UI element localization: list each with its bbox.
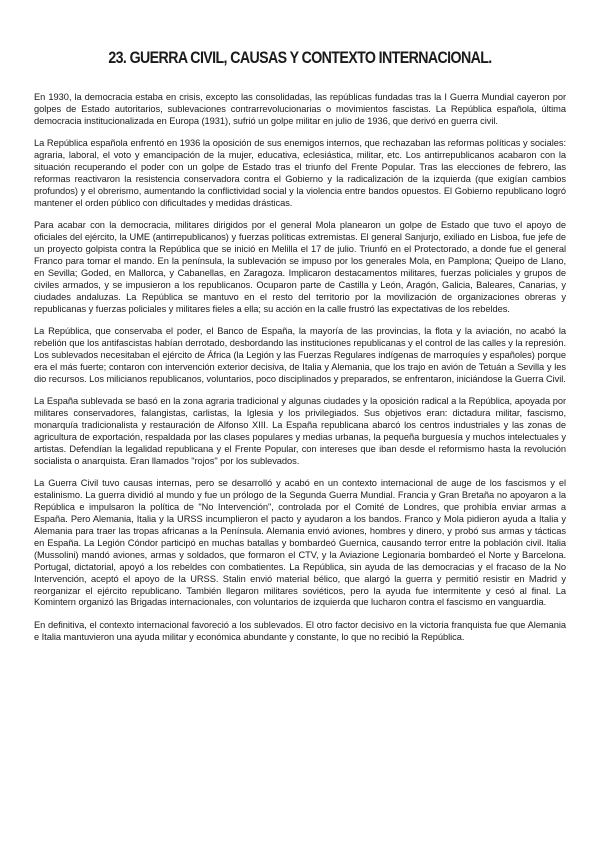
paragraph-international-context: La Guerra Civil tuvo causas internas, pero se desarrolló y acabó en un contexto internacional de auge de los fascismos y el estalinismo. La guerra dividió al mundo y fue un prólogo de la Segunda Guerra Mundial. Francia y Gran Bretaña no apoyaron a la República e impulsaron la política de "No Intervención", controlada por el Comité de Londres, que prohibía enviar armas a España. Pero Alemania, Italia y la URSS incumplieron el pacto y ayudaron a los bandos. Franco y Mola pidieron ayuda a Italia y Alemania para traer las tropas africanas a la Península. Alemania envió aviones, hombres y dinero, y probó sus armas y tácticas en España. La Legión Cóndor participó en muchas batallas y bombardeó Guernica, causando terror entre la población civil. Italia (Mussolini) mandó aviones, armas y soldados, que formaron el CTV, y la Aviazione Legionaria bombardeó el Norte y Barcelona. Portugal, dictatorial, apoyó a los rebeldes con combatientes. La República, sin ayuda de las democracias y el fracaso de la No Intervención, aceptó el apoyo de la URSS. Stalin envió material bélico, que alargó la guerra y permitió resistir en Madrid y reorganizar el ejército republicano. También llegaron militares soviéticos, pero la ayuda fue intermitente y cesó al final. La Komintern organizó las Brigadas internacionales, con voluntarios de izquierda que lucharon contra el fascismo en vanguardia. [34,478,566,608]
paragraph-conclusion: En definitiva, el contexto internacional favoreció a los sublevados. El otro factor decisivo en la victoria franquista fue que Alemania e Italia mantuvieron una ayuda militar y económica abundante y constante, lo que no recibió la República. [34,619,566,642]
paragraph-two-spains: La España sublevada se basó en la zona agraria tradicional y algunas ciudades y la oposición radical a la República, apoyada por militares conservadores, falangistas, carlistas, la Iglesia y los privilegiados. Sus objetivos eran: dictadura militar, fascismo, monarquía tradicionalista y restauración de Alfonso XIII. La España republicana abarcó los centros industriales y las zonas de agricultura de exportación, respaldada por las clases populares y medias urbanas, la pequeña burguesía y muchos intelectuales y artistas. Defendían la legalidad republicana y el Frente Popular, con intereses que iban desde el reformismo hasta la revolución socialista o anarquista. Eran llamados "rojos" por los sublevados. [34,396,566,466]
paragraph-republic-resistance: La República, que conservaba el poder, el Banco de España, la mayoría de las provincias, la flota y la aviación, no acabó la rebelión que los antifascistas habían derrotado, desbordando las instituciones republicanas y el control de las calles y la represión. Los sublevados necesitaban el ejército de África (la Legión y las Fuerzas Regulares indígenas de marroquíes y españoles) porque era el más fuerte; contaron con intervención exterior decisiva, de Italia y Alemania, que los trajo en avión de Tetuán a Sevilla y les dio recursos. Los milicianos republicanos, voluntarios, poco disciplinados y preparados, se enfrentaron, iniciándose la Guerra Civil. [34,326,566,384]
page-title: 23. GUERRA CIVIL, CAUSAS Y CONTEXTO INTERNACIONAL. [108,49,492,67]
paragraph-coup: Para acabar con la democracia, militares dirigidos por el general Mola planearon un golpe de Estado que tuvo el apoyo de oficiales del ejército, la UME (antirrepublicanos) y fuerzas políticas extremistas. El general Sanjurjo, exiliado en Lisboa, fue jefe de un proyecto golpista contra la República que se inició en Melilla el 17 de julio. Triunfó en el Protectorado, a donde fue el general Franco para tomar el mando. En la península, la sublevación se impuso por los generales Mola, en Pamplona; Queipo de Llano, en Sevilla; Goded, en Mallorca, y Cabanellas, en Zaragoza. Implicaron destacamentos militares, fuerzas policiales y grupos de civiles armados, y se impusieron a los republicanos. Ocuparon parte de Castilla y León, Aragón, Galicia, Baleares, Canarias, y ciudades andaluzas. La República se mantuvo en el resto del territorio por la movilización de organizaciones obreras y republicanas y fuerzas policiales y militares fieles a ella; su acción en la calle frustró las expectativas de los rebeldes. [34,220,566,314]
paragraph-intro: En 1930, la democracia estaba en crisis, excepto las consolidadas, las repúblicas fundadas tras la I Guerra Mundial cayeron por golpes de Estado autoritarios, sublevaciones contrarrevolucionarias o movimientos fascistas. La República española, última democracia institucionalizada en Europa (1931), sufrió un golpe militar en julio de 1936, que derivó en guerra civil. [34,92,566,126]
paragraph-internal-opposition: La República española enfrentó en 1936 la oposición de sus enemigos internos, que rechazaban las reformas políticas y sociales: agraria, laboral, el voto y emancipación de la mujer, educativa, eclesiástica, militar, etc. Los antirrepublicanos acabaron con la situación recuperando el poder con un golpe de Estado tras el triunfo del Frente Popular. Tras las elecciones de febrero, las reformas reactivaron la resistencia conservadora contra el Gobierno y la radicalización de la izquierda (que exigían cambios profundos) y el obrerismo, aumentando la conflictividad social y la violencia entre bandos opuestos. El Gobierno republicano logró mantener el orden público con dificultades y medidas drásticas. [34,138,566,208]
